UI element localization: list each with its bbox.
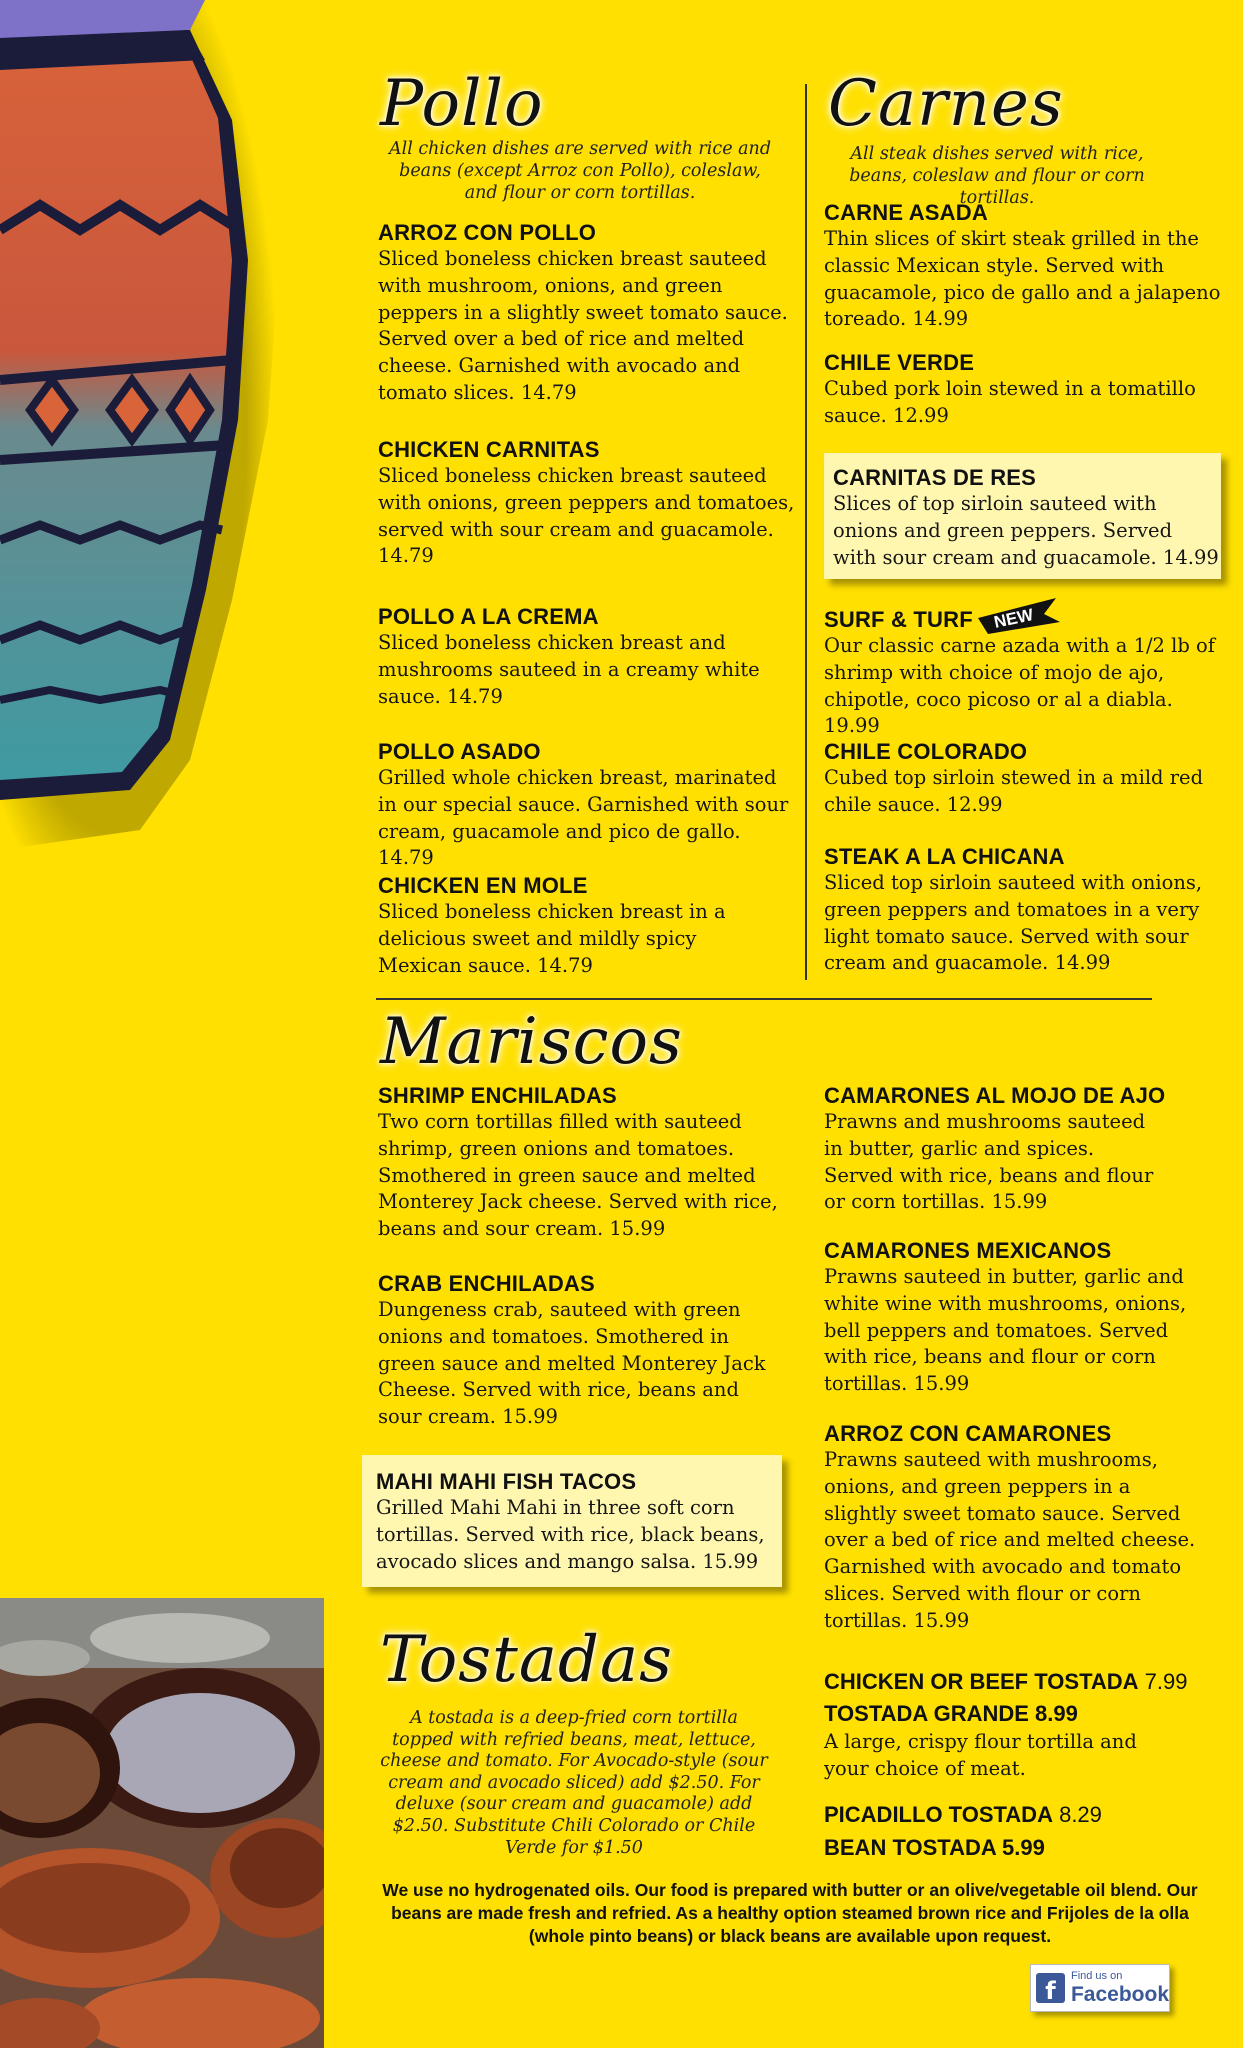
item-description: Cubed pork loin stewed in a tomatillo sauce. 12.99	[824, 377, 1196, 427]
pollo-heading: Pollo	[380, 67, 544, 141]
menu-item	[378, 738, 798, 872]
item-name: CHILE COLORADO	[824, 739, 1028, 764]
tostada-name: PICADILLO TOSTADA	[824, 1802, 1053, 1827]
tostada-price: 8.29	[1052, 1802, 1102, 1827]
item-description: Dungeness crab, sauteed with green onions and tomatoes. Smothered in green sauce and melted Monterey Jack Cheese. Served with rice, beans and sour cream. 15.99	[378, 1298, 766, 1429]
item-description: Thin slices of skirt steak grilled in the classic Mexican style. Served with guacamole, pico de gallo and a jalapeno toreado. 14.99	[824, 227, 1221, 331]
carnes-heading: Carnes	[828, 67, 1064, 141]
featured-item	[362, 1455, 782, 1587]
menu-item	[378, 1082, 778, 1243]
vase-illustration	[0, 0, 300, 850]
item-description: Our classic carne azada with a 1/2 lb of shrimp with choice of mojo de ajo, chipotle, coco picoso or al a diabla. 19.99	[824, 634, 1216, 738]
tostada-name: TOSTADA GRANDE 8.99	[824, 1701, 1078, 1726]
item-name: ARROZ CON POLLO	[378, 220, 597, 245]
menu-item	[378, 1270, 768, 1431]
item-name: SURF & TURF	[824, 607, 973, 632]
item-description: Prawns and mushrooms sauteed in butter, garlic and spices. Served with rice, beans and flour or corn tortillas. 15.99	[824, 1110, 1154, 1214]
item-name: STEAK A LA CHICANA	[824, 844, 1065, 869]
menu-item	[824, 1420, 1204, 1635]
menu-item	[824, 199, 1224, 333]
facebook-text	[1071, 1970, 1169, 2006]
item-name: CHICKEN EN MOLE	[378, 873, 588, 898]
item-name: CRAB ENCHILADAS	[378, 1271, 595, 1296]
tostada-line	[824, 1801, 1102, 1829]
item-name: ARROZ CON CAMARONES	[824, 1421, 1112, 1446]
item-description: Sliced boneless chicken breast and mushrooms sauteed in a creamy white sauce. 14.79	[378, 631, 760, 708]
item-description: Slices of top sirloin sauteed with onions and green peppers. Served with sour cream and guacamole. 14.99	[833, 492, 1219, 569]
facebook-label: Facebook	[1070, 1983, 1169, 2006]
tostada-line	[824, 1668, 1187, 1696]
mariscos-heading: Mariscos	[380, 1005, 683, 1079]
menu-item	[824, 1082, 1164, 1216]
new-badge-label: NEW	[992, 605, 1036, 632]
item-description: Grilled Mahi Mahi in three soft corn tortillas. Served with rice, black beans, avocado slices and mango salsa. 15.99	[376, 1496, 765, 1573]
item-name: CAMARONES MEXICANOS	[824, 1238, 1112, 1263]
item-name: CAMARONES AL MOJO DE AJO	[824, 1083, 1166, 1108]
tostadas-intro: A tostada is a deep-fried corn tortilla topped with refried beans, meat, lettuce, cheese and tomato. For Avocado-style (sour cream and avocado sliced) add $2.50. For deluxe (sour cream and guacamole) add $2.50. Substitute Chili Colorado or Chile Verde for $1.50	[380, 1708, 768, 1858]
item-name: CARNITAS DE RES	[833, 465, 1037, 490]
item-name: CHILE VERDE	[824, 350, 975, 375]
item-description: Sliced boneless chicken breast in a delicious sweet and mildly spicy Mexican sauce. 14.79	[378, 900, 726, 977]
item-name: POLLO A LA CREMA	[378, 604, 599, 629]
item-name: MAHI MAHI FISH TACOS	[376, 1469, 637, 1494]
item-name: CARNE ASADA	[824, 200, 988, 225]
new-badge	[978, 598, 1060, 634]
facebook-find-us-label: Find us on	[1070, 1970, 1123, 1982]
menu-item	[824, 843, 1224, 977]
featured-item	[824, 453, 1221, 579]
menu-item	[378, 219, 796, 407]
tostada-price: 7.99	[1138, 1669, 1188, 1694]
menu-item	[824, 349, 1204, 430]
item-description: Sliced boneless chicken breast sauteed with mushroom, onions, and green peppers in a slightly sweet tomato sauce. Served over a bed of rice and melted cheese. Garnished with avocado and tomato slices. 14.79	[378, 247, 788, 404]
facebook-icon: f	[1036, 1973, 1065, 2003]
tostada-line	[824, 1700, 1078, 1728]
footer-note: We use no hydrogenated oils. Our food is prepared with butter or an olive/vegetable oil blend. Our beans are made fresh and refried. As a healthy option steamed brown rice and Frijoles de la olla (whole pinto beans) or black beans are available upon request.	[382, 1880, 1198, 1946]
item-description: Sliced boneless chicken breast sauteed with onions, green peppers and tomatoes, served with sour cream and guacamole. 14.79	[378, 464, 795, 568]
item-description: A large, crispy flour tortilla and your choice of meat.	[824, 1730, 1137, 1780]
item-description: Cubed top sirloin stewed in a mild red chile sauce. 12.99	[824, 766, 1204, 816]
menu-item	[378, 436, 796, 570]
column-divider	[805, 84, 807, 980]
item-description: Grilled whole chicken breast, marinated in our special sauce. Garnished with sour cream, guacamole and pico de gallo. 14.79	[378, 766, 789, 870]
tostada-name: CHICKEN OR BEEF TOSTADA	[824, 1669, 1139, 1694]
tostadas-heading: Tostadas	[380, 1623, 673, 1697]
item-name: CHICKEN CARNITAS	[378, 437, 600, 462]
clay-pottery-photo	[0, 1598, 324, 2048]
item-description: Prawns sauteed with mushrooms, onions, and green peppers in a slightly sweet tomato sauce. Served over a bed of rice and melted cheese. Garnished with avocado and tomato slices. Served with flour or corn tortillas. 15.99	[824, 1448, 1196, 1632]
menu-item	[824, 738, 1204, 819]
item-description: Prawns sauteed in butter, garlic and white wine with mushrooms, onions, bell peppers and tomatoes. Served with rice, beans and flour or corn tortillas. 15.99	[824, 1265, 1187, 1396]
carnes-intro: All steak dishes served with rice, beans, coleslaw and flour or corn tortillas.	[849, 144, 1145, 208]
menu-item	[824, 1237, 1194, 1398]
tostada-name: BEAN TOSTADA 5.99	[824, 1835, 1045, 1860]
tostada-line	[824, 1834, 1045, 1862]
menu-item	[824, 1729, 1184, 1783]
facebook-button[interactable]	[1030, 1964, 1170, 2012]
item-description: Two corn tortillas filled with sauteed shrimp, green onions and tomatoes. Smothered in green sauce and melted Monterey Jack cheese. Served with rice, beans and sour cream. 15.99	[378, 1110, 778, 1241]
item-description: Sliced top sirloin sauteed with onions, green peppers and tomatoes in a very light tomato sauce. Served with sour cream and guacamole. 14.99	[824, 871, 1203, 975]
item-name: POLLO ASADO	[378, 739, 541, 764]
item-name: SHRIMP ENCHILADAS	[378, 1083, 617, 1108]
pollo-intro: All chicken dishes are served with rice and beans (except Arroz con Pollo), coleslaw, and flour or corn tortillas.	[388, 139, 772, 203]
menu-item	[378, 872, 778, 979]
section-divider	[376, 998, 1152, 1000]
menu-item	[378, 603, 796, 710]
